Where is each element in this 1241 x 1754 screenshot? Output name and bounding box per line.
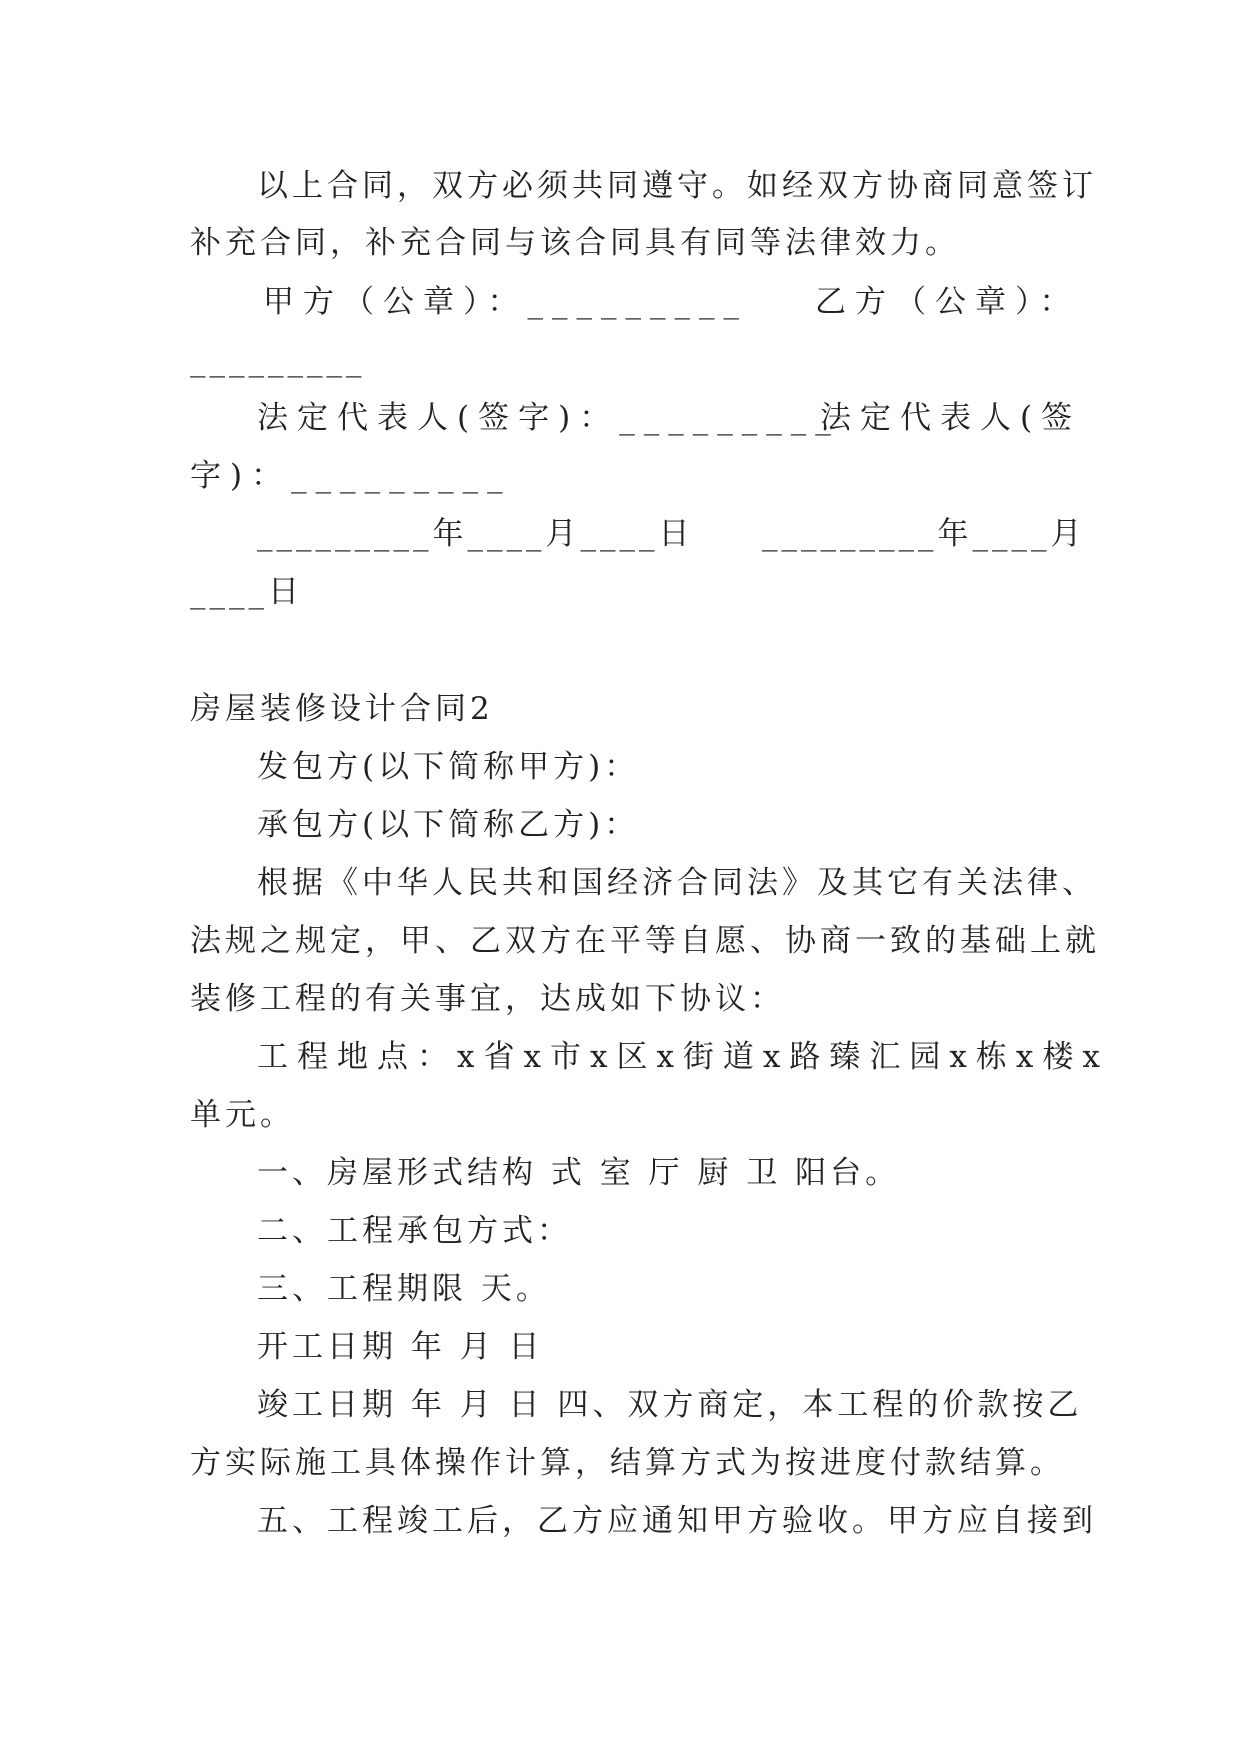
party-b-representative: 法定代表人(签 — [820, 400, 1082, 436]
text-line: 装修工程的有关事宜，达成如下协议： — [190, 981, 785, 1017]
text-line: 竣工日期 年 月 日 四、双方商定，本工程的价款按乙 — [257, 1387, 1083, 1423]
text-line: 根据《中华人民共和国经济合同法》及其它有关法律、 — [257, 865, 1097, 901]
text-line: 一、房屋形式结构 式 室 厅 厨 卫 阳台。 — [257, 1155, 901, 1191]
text-line: 开工日期 年 月 日 — [257, 1329, 544, 1365]
text-line: _________ — [190, 342, 366, 378]
text-line: 工程地点：x省x市x区x街道x路臻汇园x栋x楼x — [257, 1039, 1109, 1075]
text-line: 三、工程期限 天。 — [257, 1271, 551, 1307]
text-line: ____日 — [190, 574, 303, 610]
text-line: 单元。 — [190, 1097, 295, 1133]
party-a-representative: 法定代表人(签字)：_________ — [257, 400, 840, 436]
section-title: 房屋装修设计合同2 — [190, 691, 494, 727]
text-line: 补充合同，补充合同与该合同具有同等法律效力。 — [190, 225, 960, 261]
text-line: 承包方(以下简称乙方)： — [257, 807, 640, 843]
text-line: 五、工程竣工后，乙方应通知甲方验收。甲方应自接到 — [257, 1503, 1097, 1539]
text-line: 方实际施工具体操作计算，结算方式为按进度付款结算。 — [190, 1445, 1065, 1481]
text-line: 字)：_________ — [190, 458, 512, 494]
party-a-date: _________年____月____日 — [257, 516, 694, 552]
party-b-seal: 乙方（公章）： — [815, 284, 1080, 320]
text-line: 法规之规定，甲、乙双方在平等自愿、协商一致的基础上就 — [190, 923, 1100, 959]
text-line: 发包方(以下简称甲方)： — [257, 749, 640, 785]
party-a-seal: 甲方（公章）：_________ — [263, 284, 748, 320]
text-line: 以上合同，双方必须共同遵守。如经双方协商同意签订 — [257, 168, 1097, 204]
party-b-date: _________年____月 — [762, 516, 1086, 552]
text-line: 二、工程承包方式： — [257, 1213, 572, 1249]
